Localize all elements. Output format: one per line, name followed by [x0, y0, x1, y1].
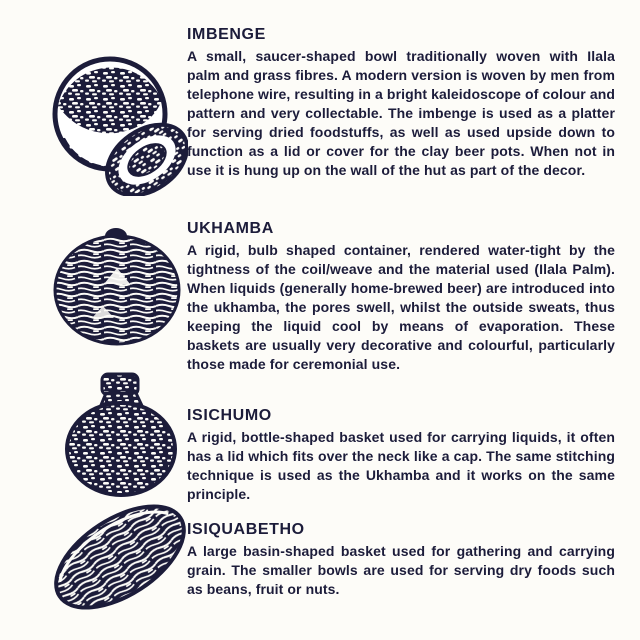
section-heading-isiquabetho: ISIQUABETHO: [187, 521, 305, 538]
section-body-imbenge: A small, saucer-shaped bowl traditionally woven with Ilala palm and grass fibres. A modern version is woven by men from telephone wire, resulting in a bright kaleidoscope of colour and pattern and very collectable. The imbenge is used as a platter for serving dried foodstuffs, as well as used upside down to function as a lid or cover for the clay beer pots. When not in use it is hung up on the wall of the hut as part of the decor.: [187, 48, 616, 178]
section-isiquabetho: [187, 521, 615, 599]
section-heading-ukhamba: UKHAMBA: [187, 220, 274, 237]
section-ukhamba: [187, 220, 615, 374]
section-heading-imbenge: IMBENGE: [187, 26, 266, 43]
section-body-ukhamba: A rigid, bulb shaped container, rendered water-tight by the tightness of the coil/weave and the material used (Ilala Palm). When liquids (generally home-brewed beer) are introduced into the ukhamba, the pores swell, whilst the outside sweats, thus keeping the liquid cool by means of evaporation. These baskets are usually very decorative and colourful, particularly those made for ceremonial use.: [187, 242, 615, 372]
section-body-isiquabetho: A large basin-shaped basket used for gathering and carrying grain. The smaller bowls are used for serving dry foods such as beans, fruit or nuts.: [187, 543, 615, 597]
section-body-isichumo: A rigid, bottle-shaped basket used for carrying liquids, it often has a lid which fits over the neck like a cap. The same stitching technique is used as the Ukhamba and it works on the same principle.: [187, 429, 615, 502]
section-imbenge: [187, 26, 615, 180]
ukhamba-basket-illustration: [52, 226, 184, 346]
isichumo-basket-illustration: [64, 372, 182, 498]
isiquabetho-basket-illustration: [44, 496, 194, 618]
section-heading-isichumo: ISICHUMO: [187, 407, 272, 424]
imbenge-basket-illustration: [50, 44, 188, 196]
section-isichumo: [187, 407, 615, 504]
